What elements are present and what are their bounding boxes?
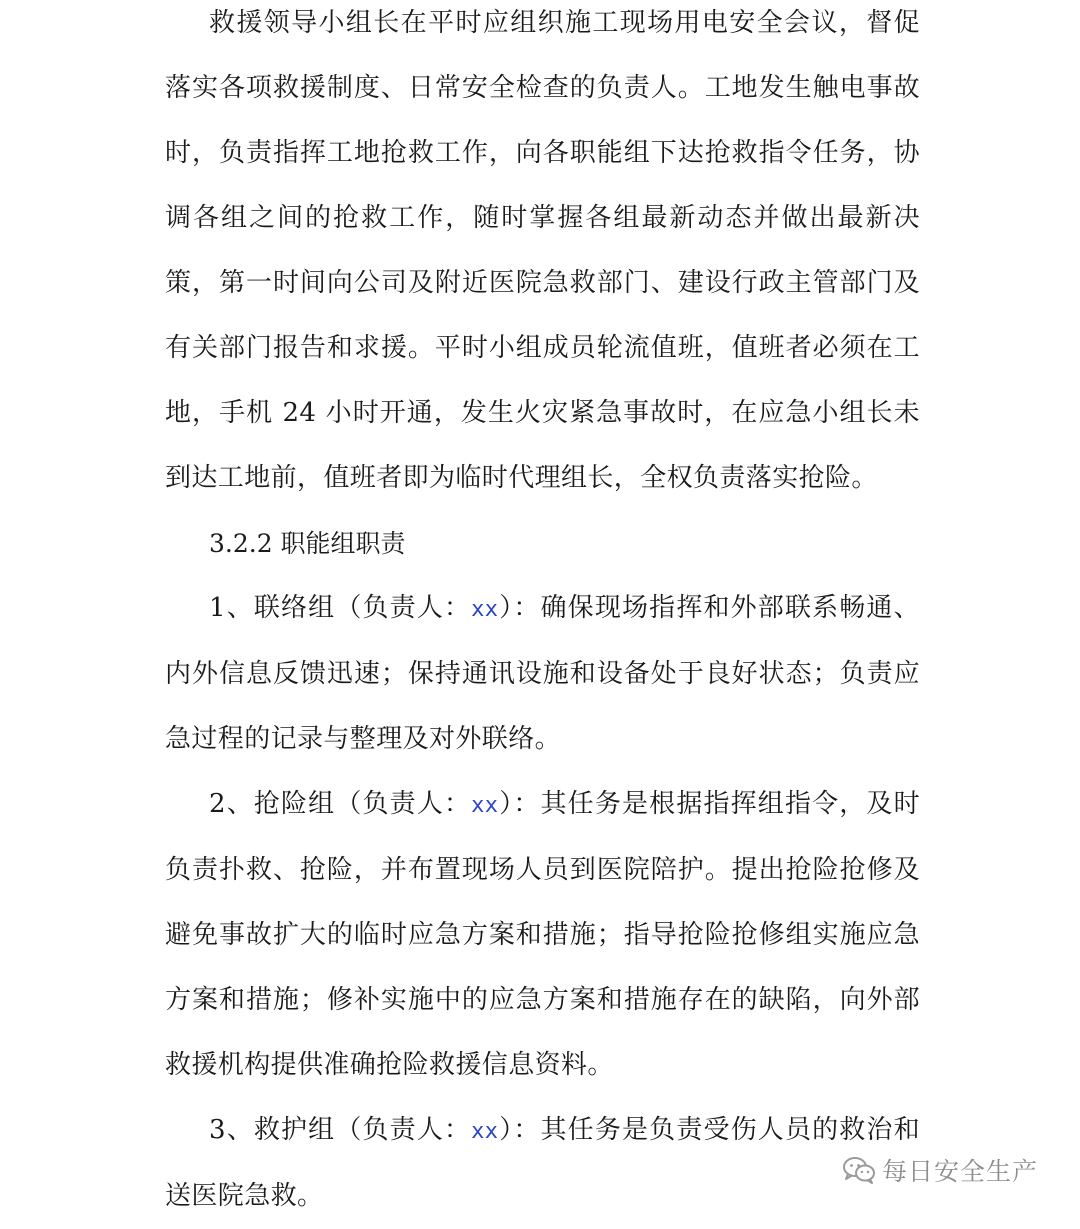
item-text: ）：确保现场指挥和外部联系畅通、内外信息反馈迅速；保持通讯设施和设备处于良好状态；负责应急过程的记录与整理及对外联络。 [165, 593, 920, 754]
document-page [165, 0, 920, 1229]
item-text: ）：其任务是负责受伤人员的救治和送医院急救。 [165, 1115, 920, 1211]
responsible-person-name: xx [471, 1119, 499, 1144]
wechat-icon [842, 1156, 876, 1184]
item-prefix: 1、联络组（负责人： [209, 593, 472, 623]
watermark-text: 每日安全生产 [882, 1157, 1039, 1186]
paragraph-leader-duties: 救援领导小组长在平时应组织施工现场用电安全会议，督促落实各项救援制度、日常安全检查的负责人。工地发生触电事故时，负责指挥工地抢救工作，向各职能组下达抢救指令任务，协调各组之间的抢救工作，随时掌握各组最新动态并做出最新决策，第一时间向公司及附近医院急救部门、建设行政主管部门及有关部门报告和求援。平时小组成员轮流值班，值班者必须在工地，手机 24 小时开通，发生火灾紧急事故时，在应急小组长未到达工地前，值班者即为临时代理组长，全权负责落实抢险。 [165, 8, 920, 493]
item-prefix: 2、抢险组（负责人： [209, 789, 472, 819]
section-heading: 3.2.2 职能组职责 [209, 529, 406, 558]
watermark [842, 1152, 1038, 1188]
responsible-person-name: xx [471, 597, 499, 622]
responsible-person-name: xx [471, 793, 499, 818]
paragraph-liaison-group [165, 576, 920, 772]
item-prefix: 3、救护组（负责人： [209, 1115, 472, 1145]
paragraph-first-aid-group [165, 1098, 920, 1229]
item-text: ）：其任务是根据指挥组指令，及时负责扑救、抢险，并布置现场人员到医院陪护。提出抢险抢修及避免事故扩大的临时应急方案和措施；指导抢险抢修组实施应急方案和措施；修补实施中的应急方案和措施存在的缺陷，向外部救援机构提供准确抢险救援信息资料。 [165, 789, 920, 1080]
paragraph-rescue-group [165, 772, 920, 1098]
